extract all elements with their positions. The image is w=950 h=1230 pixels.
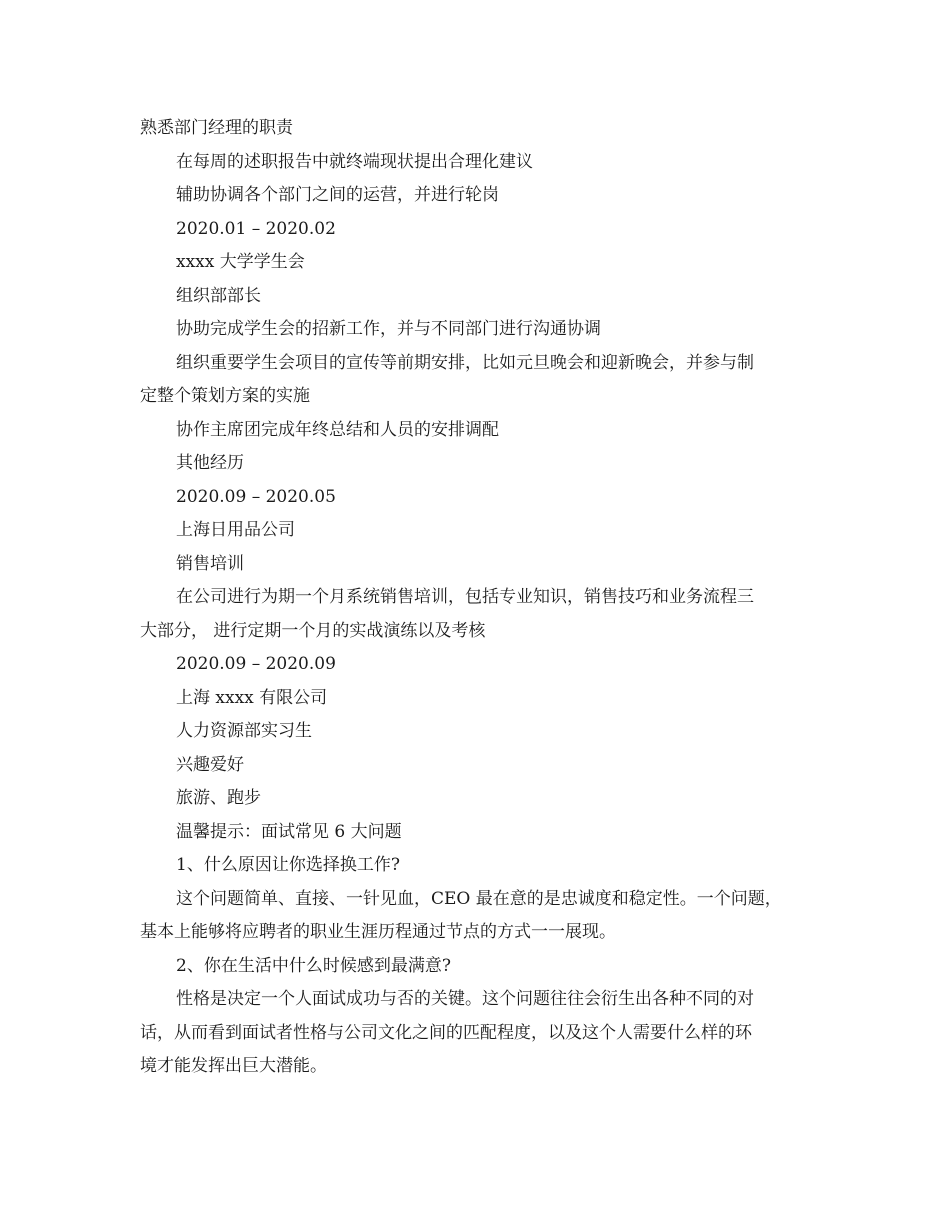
text-line: 旅游、跑步 bbox=[176, 788, 261, 808]
text-line: 2020.01 – 2020.02 bbox=[176, 218, 336, 239]
text-line: 境才能发挥出巨大潜能。 bbox=[140, 1056, 327, 1076]
text-line: 人力资源部实习生 bbox=[176, 721, 312, 741]
text-line: 定整个策划方案的实施 bbox=[140, 386, 310, 406]
text-line: 话，从而看到面试者性格与公司文化之间的匹配程度，以及这个人需要什么样的环 bbox=[140, 1022, 752, 1043]
text-line: 这个问题简单、直接、一针见血，CEO 最在意的是忠诚度和稳定性。一个问题， bbox=[176, 888, 782, 909]
text-line: 熟悉部门经理的职责 bbox=[140, 118, 293, 138]
text-line: 其他经历 bbox=[176, 453, 244, 473]
text-line: 基本上能够将应聘者的职业生涯历程通过节点的方式一一展现。 bbox=[140, 922, 616, 942]
text-line: 组织部部长 bbox=[176, 285, 261, 306]
text-line: 辅助协调各个部门之间的运营，并进行轮岗 bbox=[176, 185, 499, 205]
text-line: 1、什么原因让你选择换工作? bbox=[176, 855, 400, 875]
text-line: xxxx 大学学生会 bbox=[176, 252, 305, 272]
text-line: 性格是决定一个人面试成功与否的关键。这个问题往往会衍生出各种不同的对 bbox=[176, 989, 754, 1009]
text-line: 上海 xxxx 有限公司 bbox=[176, 687, 328, 708]
text-line: 组织重要学生会项目的宣传等前期安排，比如元旦晚会和迎新晚会，并参与制 bbox=[176, 352, 754, 373]
text-line: 大部分， 进行定期一个月的实战演练以及考核 bbox=[140, 620, 486, 641]
text-line: 在每周的述职报告中就终端现状提出合理化建议 bbox=[176, 151, 533, 172]
text-line: 上海日用品公司 bbox=[176, 520, 295, 540]
text-line: 销售培训 bbox=[176, 553, 244, 574]
text-line: 兴趣爱好 bbox=[176, 754, 244, 775]
text-line: 2020.09 – 2020.09 bbox=[176, 654, 336, 674]
document-body bbox=[140, 112, 820, 1084]
text-line: 温馨提示：面试常见 6 大问题 bbox=[176, 821, 402, 842]
text-line: 协作主席团完成年终总结和人员的安排调配 bbox=[176, 419, 499, 440]
text-line: 协助完成学生会的招新工作，并与不同部门进行沟通协调 bbox=[176, 319, 601, 339]
text-line: 2020.09 – 2020.05 bbox=[176, 486, 336, 507]
text-line: 在公司进行为期一个月系统销售培训，包括专业知识，销售技巧和业务流程三 bbox=[176, 587, 754, 607]
text-line: 2、你在生活中什么时候感到最满意? bbox=[176, 955, 451, 976]
